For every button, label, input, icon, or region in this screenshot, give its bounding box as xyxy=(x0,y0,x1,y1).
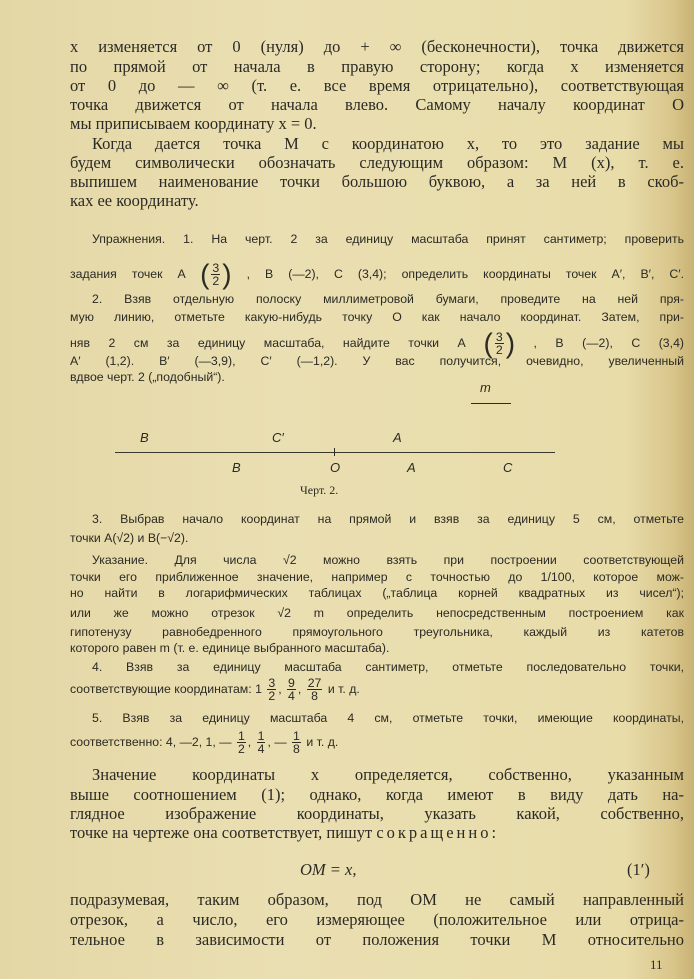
text-line: Когда дается точка M с координатою x, то это задание мы xyxy=(92,134,684,153)
fraction xyxy=(292,730,301,755)
fraction xyxy=(307,677,323,702)
numerator: 1 xyxy=(257,729,265,743)
hint-line: но найти в логарифмических таблицах („таблица корней квадратных из чисел“); xyxy=(70,586,684,600)
unit-label: m xyxy=(480,380,491,395)
hint-line: гипотенузу равнобедренного прямоугольного треугольника, каждый из катетов xyxy=(70,625,684,639)
denominator: 4 xyxy=(288,689,295,703)
fraction xyxy=(287,677,296,702)
lower-label: A xyxy=(407,460,416,475)
exercise-3-line: 3. Выбрав начало координат на прямой и взяв за единицу 5 см, отметьте xyxy=(92,512,684,526)
text-line: глядное изображение координаты, указать какой, собственно, xyxy=(70,804,684,823)
exercise-3-line: точки A(√2) и B(−√2). xyxy=(70,531,189,545)
numerator: 1 xyxy=(293,729,300,743)
text-line: выше соотношением (1); однако, когда имеют в виду дать на- xyxy=(70,785,684,804)
hint-line: точки его приближенное значение, например с точностью до 1/100, которое мож- xyxy=(70,570,684,584)
paren: ) xyxy=(222,258,232,290)
figure-caption: Черт. 2. xyxy=(300,483,339,497)
text: точке на чертеже она соответствует, пишут xyxy=(70,823,373,842)
text-line: x изменяется от 0 (нуля) до + ∞ (бесконечности), точка движется xyxy=(70,37,684,56)
lower-label: O xyxy=(330,460,341,475)
formula: OM = x, xyxy=(300,860,357,879)
hint-line: которого равен m (т. е. единице выбранного масштаба). xyxy=(70,641,390,655)
text-line: ках ее координату. xyxy=(70,191,199,210)
text: соответствующие координатам: 1 xyxy=(70,681,262,696)
text: , B (—2), C (3,4) xyxy=(533,335,684,350)
exercise-4-line: 4. Взяв за единицу масштаба сантиметр, отметьте последовательно точки, xyxy=(92,660,684,674)
text-line: мы приписываем координату x = 0. xyxy=(70,114,317,133)
axis-line xyxy=(115,452,555,453)
exercise-4-line: соответствующие координатам: 1 $\frac{3}{2}$ , $\frac{9}{4}$ , $\frac{27}{8}$ и т. д. xyxy=(70,676,360,703)
denominator: 2 xyxy=(268,689,276,703)
text: задания точек A xyxy=(70,266,186,281)
hint-line: или же можно отрезок √2 m определить непосредственным построением как xyxy=(70,606,684,620)
denominator: 2 xyxy=(495,343,503,357)
denominator: 8 xyxy=(311,689,318,703)
numerator: 3 xyxy=(268,676,276,690)
denominator: 4 xyxy=(257,742,265,756)
paren: ) xyxy=(505,327,516,359)
numerator: 27 xyxy=(307,676,322,690)
text-line: Значение координаты x определяется, собственно, указанным xyxy=(92,765,684,784)
text-line: подразумевая, таким образом, под OM не самый направленный xyxy=(70,890,684,909)
unit-segment xyxy=(471,403,511,404)
exercise-1-line xyxy=(70,258,684,290)
origin-tick xyxy=(334,448,335,456)
lower-label: B xyxy=(232,460,241,475)
text: , B (—2), C (3,4); определить координаты точек A′, B′, C′. xyxy=(246,266,684,281)
text: и т. д. xyxy=(306,734,339,749)
text-line: от 0 до — ∞ (т. е. все время отрицательно), соответствующая xyxy=(70,76,684,95)
upper-label: C′ xyxy=(272,430,284,445)
spaced-text: сокращенно: xyxy=(376,823,500,842)
numerator: 3 xyxy=(495,330,503,344)
numerator: 3 xyxy=(212,261,220,275)
minus: — xyxy=(274,734,287,749)
lower-label: C xyxy=(503,460,513,475)
hint-line: Указание. Для числа √2 можно взять при построении соответствующей xyxy=(92,553,684,567)
upper-label: B xyxy=(140,430,149,445)
formula-number: (1′) xyxy=(627,860,650,879)
numerator: 1 xyxy=(237,729,245,743)
exercise-2-line: A′ (1,2). B′ (—3,9), C′ (—1,2). У вас получится, очевидно, увеличенный xyxy=(70,354,684,368)
fraction xyxy=(267,677,276,702)
denominator: 8 xyxy=(293,742,300,756)
paren: ( xyxy=(200,258,210,290)
fraction xyxy=(257,730,266,755)
fraction xyxy=(237,730,246,755)
exercise-5-line: 5. Взяв за единицу масштаба 4 см, отметьте точки, имеющие координаты, xyxy=(92,711,684,725)
exercise-2-line: вдвое черт. 2 („подобный“). xyxy=(70,370,225,384)
text-line: выпишем наименование точки большою буквою, а за ней в скоб- xyxy=(70,172,684,191)
text: и т. д. xyxy=(327,681,360,696)
paren: ( xyxy=(483,327,493,359)
exercise-5-line: соответственно: 4, —2, 1, — $\frac{1}{2}$ , $\frac{1}{4}$ , — $\frac{1}{8}$ и т. д. xyxy=(70,729,339,756)
numerator: 9 xyxy=(288,676,295,690)
text-line: тельное в зависимости от положения точки M относительно xyxy=(70,930,684,949)
page-number: 11 xyxy=(650,957,663,972)
text-line xyxy=(70,823,684,843)
text: соответственно: 4, —2, 1, — xyxy=(70,734,232,749)
exercise-2-line xyxy=(70,327,684,359)
text: няв 2 см за единицу масштаба, найдите точки A xyxy=(70,335,466,350)
exercise-1-line: Упражнения. 1. На черт. 2 за единицу масштаба принят сантиметр; проверить xyxy=(92,232,684,246)
text-line: отрезок, а число, его измеряющее (положительное или отрица- xyxy=(70,910,684,929)
exercise-2-line: мую линию, отметьте какую-нибудь точку O как начало координат. Затем, при- xyxy=(70,310,684,324)
exercise-2-line: 2. Взяв отдельную полоску миллиметровой бумаги, проведите на ней пря- xyxy=(92,292,684,306)
text-line: будем символически обозначать следующим образом: M (x), т. е. xyxy=(70,153,684,172)
denominator: 2 xyxy=(212,274,220,288)
upper-label: A xyxy=(393,430,402,445)
denominator: 2 xyxy=(237,742,245,756)
fraction xyxy=(211,262,220,287)
text-line: точка движется от начала влево. Самому началу координат O xyxy=(70,95,684,114)
text-line: по прямой от начала в правую сторону; когда x изменяется xyxy=(70,57,684,76)
